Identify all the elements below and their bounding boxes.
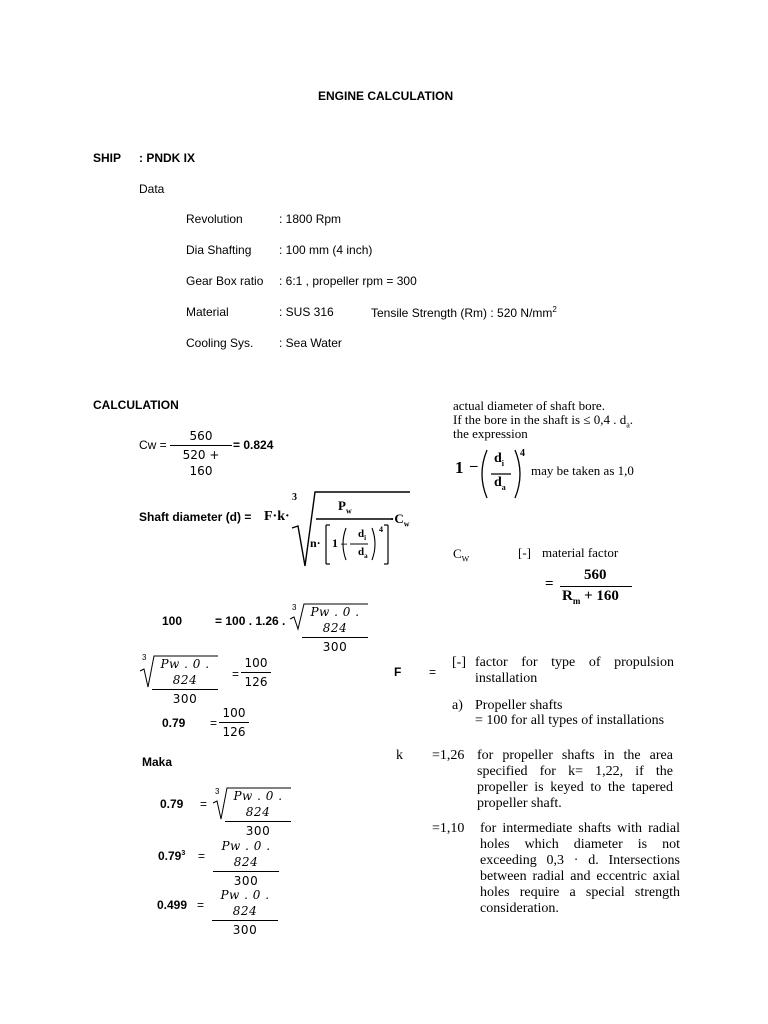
eq5-equals: = [198, 849, 206, 863]
eq1-fraction: Pw . 0 . 824 300 [302, 604, 368, 655]
eq4-fraction: Pw . 0 . 824 300 [225, 788, 291, 839]
cw-equals: = [545, 576, 554, 592]
k1-value: =1,26 [432, 748, 465, 763]
data-value: : 100 mm (4 inch) [279, 243, 373, 257]
f-description: factor for type of propulsion installation [475, 655, 674, 686]
cw-fraction: 560 520 + 160 [170, 428, 232, 479]
shaft-pw: $P_w$ [338, 498, 352, 516]
eq2-fraction: Pw . 0 . 824 300 [152, 656, 218, 707]
data-value: : SUS 316 [279, 305, 334, 319]
cw-result: = 0.824 [233, 438, 274, 452]
eq4-lhs: 0.79 [160, 797, 184, 811]
f-bracket: [-] [452, 655, 466, 670]
k-symbol: k [396, 748, 403, 763]
a-value: = 100 for all types of installations [475, 713, 665, 728]
shaft-exp: 4 [379, 525, 383, 534]
eq6-equals: = [197, 898, 205, 912]
maka-label: Maka [142, 755, 173, 769]
bore-line-1: actual diameter of shaft bore. [453, 398, 605, 413]
cw-fraction-bar [560, 586, 632, 587]
eq2-rhs-fraction: 100 126 [241, 655, 271, 690]
f-symbol: F [394, 665, 402, 679]
f-equals: = [429, 665, 437, 679]
data-value: : 1800 Rpm [279, 212, 342, 226]
cw-lhs: Cw = [139, 438, 167, 452]
eq2-equals: = [232, 667, 240, 681]
data-value: : Sea Water [279, 336, 342, 350]
shaft-root-index: 3 [292, 492, 297, 503]
eq1-rhs: = 100 . 1.26 . [215, 614, 286, 628]
eq5-lhs: 0.79$^3$ [158, 849, 186, 863]
ship-value: : PNDK IX [139, 151, 196, 165]
expr-one: 1 [455, 458, 464, 477]
expr-minus: – [470, 458, 478, 474]
eq3-lhs: 0.79 [162, 716, 186, 730]
eq6-fraction: Pw . 0 . 824 300 [212, 887, 278, 938]
eq2-root-index: 3 [142, 653, 147, 662]
eq3-equals: = [210, 716, 218, 730]
k1-description: for propeller shafts in the area specified for k= 1,22, if the propeller is keyed to the tapered propeller shaft. [477, 748, 673, 811]
ship-label: SHIP [93, 151, 122, 165]
expr-di: $d_i$ [494, 451, 505, 468]
eq4-equals: = [200, 797, 208, 811]
data-label: Revolution [186, 212, 243, 226]
k2-description: for intermediate shafts with radial holes which diameter is not exceeding 0,3 · d. Intersections between radial and eccentric axial holes require a special strength consideration. [480, 821, 680, 916]
tensile-strength: Tensile Strength (Rm) : 520 $N/mm^2$ [371, 305, 557, 320]
k2-value: =1,10 [432, 821, 465, 836]
eq4-root-index: 3 [215, 787, 220, 796]
cw-description: material factor [542, 545, 619, 560]
cw-denominator: $R_m + 160$ [562, 588, 619, 606]
bore-line-2: If the bore in the shaft is ≤ 0,4 . $d_a$. [453, 412, 634, 430]
data-label: Dia Shafting [186, 243, 252, 257]
eq3-fraction: 100 126 [219, 705, 249, 740]
data-label: Cooling Sys. [186, 336, 254, 350]
bore-line-3: the expression [453, 426, 528, 441]
eq1-root-index: 3 [292, 603, 297, 612]
data-label: Material [186, 305, 229, 319]
shaft-da: $d_a$ [358, 546, 368, 561]
data-value: : 6:1 , propeller rpm = 300 [279, 274, 417, 288]
cw-numerator: 560 [584, 567, 607, 583]
expr-da: $d_a$ [494, 475, 506, 492]
shaft-cw: $\cdot C_w$ [390, 511, 410, 529]
data-heading: Data [139, 182, 165, 196]
shaft-fk: F·k· [264, 509, 290, 524]
eq6-lhs: 0.499 [157, 898, 188, 912]
shaft-diameter-label: Shaft diameter (d) = [139, 510, 252, 524]
a-text: Propeller shafts [475, 698, 563, 713]
shaft-di: $d_i$ [358, 528, 367, 543]
shaft-n: n· [310, 536, 321, 550]
eq1-lhs: 100 [162, 614, 183, 628]
a-label: a) [452, 698, 463, 713]
expr-exp: 4 [520, 448, 525, 459]
cw-symbol: $C_W$ [453, 546, 470, 564]
data-label: Gear Box ratio [186, 274, 264, 288]
expr-note: may be taken as 1,0 [531, 463, 634, 478]
shaft-one-minus: 1 – [332, 536, 347, 550]
eq5-fraction: Pw . 0 . 824 300 [213, 838, 279, 889]
page-title: ENGINE CALCULATION [318, 89, 454, 103]
cw-bracket: [-] [518, 545, 531, 560]
calculation-heading: CALCULATION [93, 398, 179, 412]
